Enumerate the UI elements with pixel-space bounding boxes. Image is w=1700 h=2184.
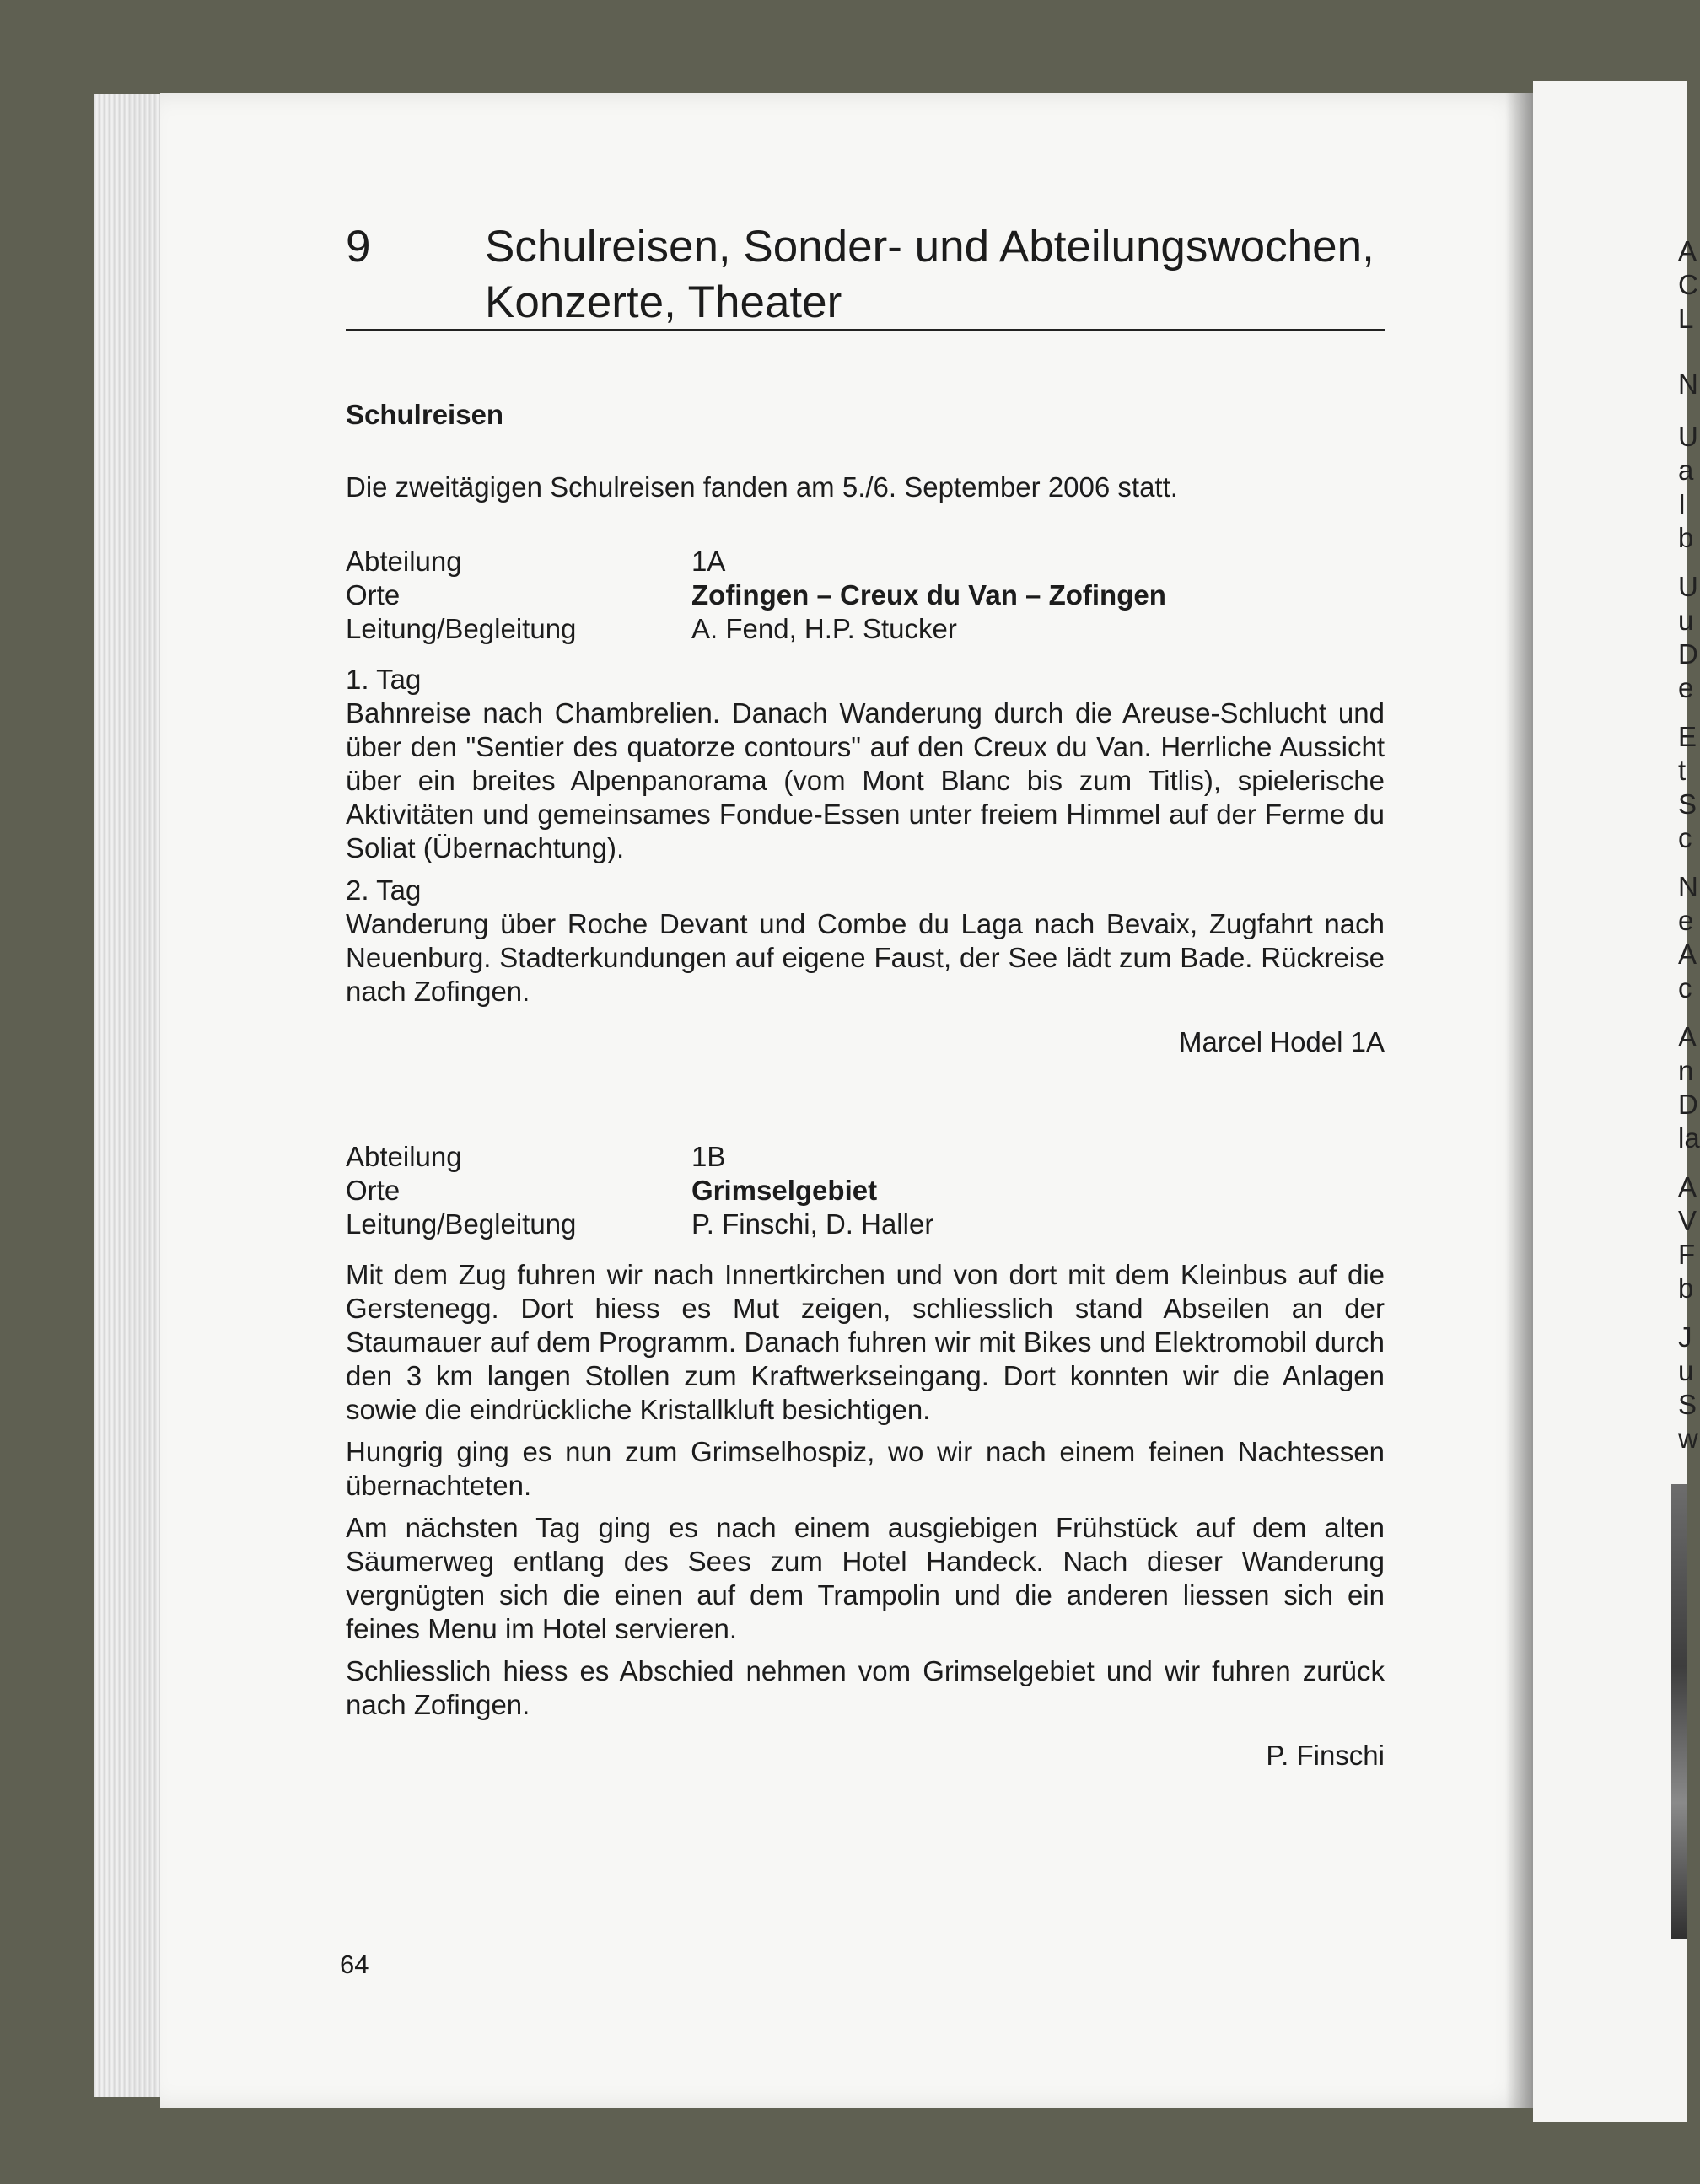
trip-2-paragraph: Am nächsten Tag ging es nach einem ausgiebigen Frühstück auf dem alten Säumerweg entlang des Sees zum Hotel Handeck. Nach dieser Wanderung vergnügten sich die einen auf dem Trampolin und die anderen liessen sich ein feines Menu im Hotel servieren.	[346, 1512, 1385, 1644]
trip-2-abteilung: 1B	[691, 1141, 726, 1172]
right-fragment: w	[1678, 1423, 1698, 1454]
right-fragment: A	[1678, 1171, 1697, 1202]
trip-1-day-1-title: 1. Tag	[346, 664, 422, 695]
right-fragment: U	[1678, 421, 1698, 452]
label-orte: Orte	[346, 579, 401, 611]
right-fragment: D	[1678, 1089, 1698, 1120]
trip-1-abteilung: 1A	[691, 546, 726, 577]
right-fragment: u	[1678, 1355, 1694, 1386]
label-leitung: Leitung/Begleitung	[346, 1208, 577, 1240]
trip-2-paragraph: Hungrig ging es nun zum Grimselhospiz, wo wir nach einem feinen Nachtessen übernachteten.	[346, 1436, 1385, 1501]
right-fragment: a	[1678, 455, 1694, 486]
right-fragment: N	[1678, 368, 1698, 400]
right-fragment: D	[1678, 638, 1698, 670]
trip-2-orte: Grimselgebiet	[691, 1175, 878, 1206]
trip-2-signature: P. Finschi	[1266, 1740, 1385, 1771]
trip-1-day-1-text: Bahnreise nach Chambrelien. Danach Wanderung durch die Areuse-Schlucht und über den "Sentier des quatorze contours" auf den Creux du Van. Herrliche Aussicht über ein breites Alpenpanorama (vom Mont Blanc bis zum Titlis), spielerische Aktivitäten und gemeinsames Fondue-Essen unter freiem Himmel auf der Ferme du Soliat (Übernachtung).	[346, 697, 1385, 863]
right-fragment: E	[1678, 721, 1697, 752]
chapter-title	[485, 219, 1375, 331]
right-fragment: J	[1678, 1321, 1692, 1353]
trip-1-day-2-title: 2. Tag	[346, 874, 422, 906]
label-leitung: Leitung/Begleitung	[346, 613, 577, 644]
right-fragment: u	[1678, 605, 1694, 636]
trip-2-meta	[346, 1140, 1385, 1241]
right-fragment: b	[1678, 522, 1694, 553]
right-fragment: U	[1678, 571, 1698, 602]
right-fragment: c	[1678, 972, 1692, 1003]
chapter-number: 9	[346, 222, 371, 272]
right-fragment: A	[1678, 939, 1697, 970]
right-fragment: n	[1678, 1055, 1694, 1086]
chapter-heading	[346, 219, 1385, 331]
right-fragment: e	[1678, 905, 1694, 936]
chapter-title-line-1: Schulreisen, Sonder- und Abteilungswochen,	[485, 222, 1375, 272]
right-fragment: C	[1678, 269, 1698, 300]
trip-2-paragraph: Mit dem Zug fuhren wir nach Innertkirchen und von dort mit dem Kleinbus auf die Gerstenegg. Dort hiess es Mut zeigen, schliesslich stand Abseilen an der Staumauer auf dem Programm. Danach fuhren wir mit Bikes und Elektromobil durch den 3 km langen Stollen zum Kraftwerkseingang. Dort konnten wir die Anlagen sowie die eindrückliche Kristallkluft besichtigen.	[346, 1259, 1385, 1425]
chapter-title-line-2: Konzerte, Theater	[485, 277, 842, 327]
right-fragment: S	[1678, 1389, 1697, 1420]
right-fragment: b	[1678, 1272, 1694, 1304]
trip-2-paragraph: Schliesslich hiess es Abschied nehmen vom Grimselgebiet und wir fuhren zurück nach Zofingen.	[346, 1655, 1385, 1720]
label-abteilung: Abteilung	[346, 546, 462, 577]
page-content	[346, 219, 1385, 1772]
book-gutter	[1505, 93, 1535, 2108]
right-page-photo	[1671, 1484, 1687, 1939]
page-number: 64	[340, 1950, 369, 1979]
section-title: Schulreisen	[346, 399, 504, 430]
right-fragment: c	[1678, 822, 1692, 853]
right-fragment: A	[1678, 1021, 1697, 1052]
label-orte: Orte	[346, 1175, 401, 1206]
intro-paragraph: Die zweitägigen Schulreisen fanden am 5./6. September 2006 statt.	[346, 471, 1178, 503]
right-fragment: S	[1678, 788, 1697, 820]
right-fragment: A	[1678, 235, 1697, 266]
trip-1-leitung: A. Fend, H.P. Stucker	[691, 613, 957, 644]
trip-1-day-2-text: Wanderung über Roche Devant und Combe du Laga nach Bevaix, Zugfahrt nach Neuenburg. Stadterkundungen auf eigene Faust, der See lädt zum Bade. Rückreise nach Zofingen.	[346, 908, 1385, 1007]
trip-1-meta	[346, 545, 1385, 646]
right-fragment: N	[1678, 871, 1698, 902]
right-fragment: F	[1678, 1239, 1696, 1270]
trip-1-signature: Marcel Hodel 1A	[1179, 1026, 1385, 1057]
right-fragment: la	[1678, 1122, 1700, 1154]
trip-2-leitung: P. Finschi, D. Haller	[691, 1208, 934, 1240]
label-abteilung: Abteilung	[346, 1141, 462, 1172]
right-fragment: e	[1678, 672, 1694, 703]
right-page-fragment	[1533, 81, 1700, 2122]
right-fragment: V	[1678, 1205, 1697, 1236]
right-fragment: L	[1678, 303, 1694, 334]
right-fragment: I	[1678, 488, 1687, 519]
trip-1-orte: Zofingen – Creux du Van – Zofingen	[691, 579, 1166, 611]
right-fragment: t	[1678, 755, 1687, 786]
